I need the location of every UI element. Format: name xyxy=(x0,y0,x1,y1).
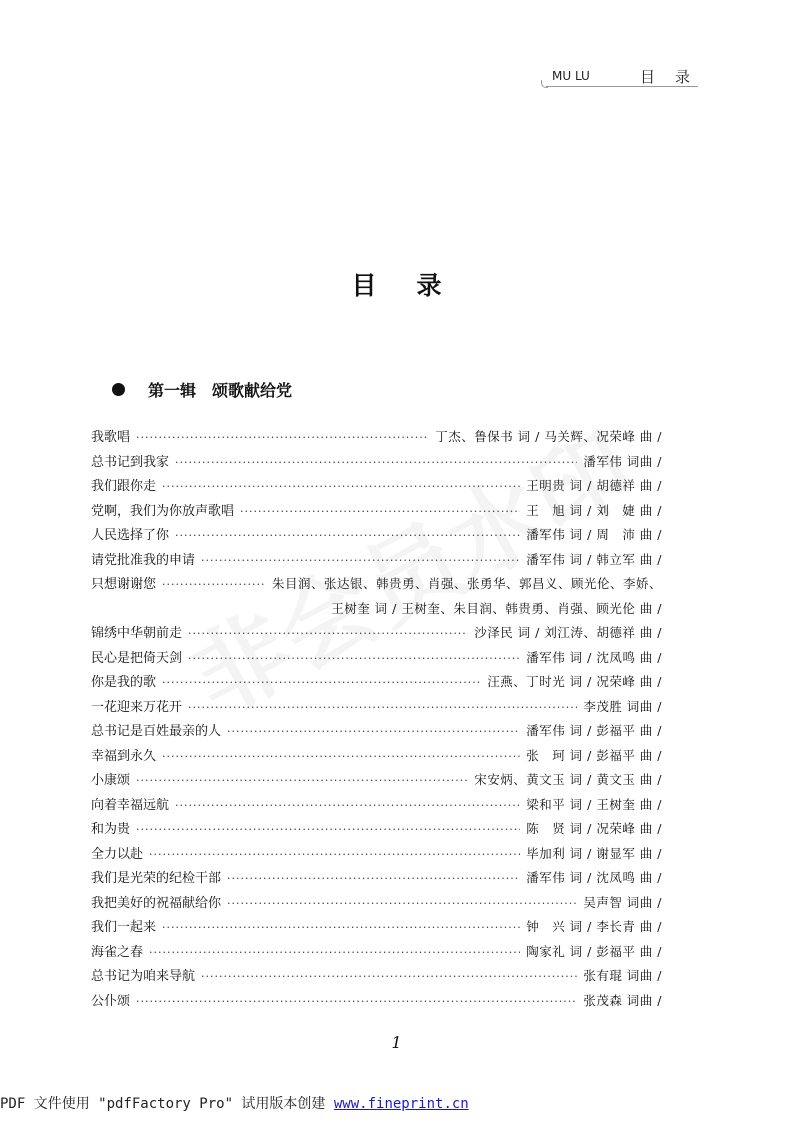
toc-entry[interactable] xyxy=(91,670,662,695)
dot-leader xyxy=(175,794,520,819)
toc-entry[interactable] xyxy=(91,817,662,842)
toc-entry[interactable] xyxy=(91,548,662,573)
toc-entry-title: 和为贵 xyxy=(91,822,131,837)
toc-entry-credit: 潘军伟 词 / 彭福平 曲 / xyxy=(526,723,662,738)
toc-entry-title: 人民选择了你 xyxy=(91,528,170,543)
toc-entry-credit: 沙泽民 词 / 刘江涛、胡德祥 曲 / xyxy=(474,625,662,640)
toc-entry-credit: 张茂森 词曲 / xyxy=(583,992,662,1008)
toc-entry-credit: 宋安炳、黄文玉 词 / 黄文玉 曲 / xyxy=(474,772,662,787)
toc-entry-title: 我歌唱 xyxy=(91,430,131,445)
toc-entry-title: 我把美好的祝福献给你 xyxy=(91,895,222,911)
dot-leader xyxy=(162,745,520,770)
dot-leader xyxy=(149,941,520,966)
toc-entry-title: 海雀之春 xyxy=(91,944,144,960)
toc-entry-credit: 毕加利 词 / 谢显军 曲 / xyxy=(526,845,662,861)
footer-link[interactable]: www.fineprint.cn xyxy=(333,1096,469,1112)
toc-entry-credit: 潘军伟 词 / 韩立军 曲 / xyxy=(526,551,662,567)
toc-entry-credit: 钟 兴 词 / 李长青 曲 / xyxy=(526,919,662,934)
toc-entry[interactable] xyxy=(91,842,662,867)
dot-leader xyxy=(188,622,468,647)
toc-entry[interactable] xyxy=(91,425,662,450)
toc-entry[interactable] xyxy=(91,450,662,475)
toc-entry-credit: 潘军伟 词 / 沈凤鸣 曲 / xyxy=(526,870,662,885)
page-number: 1 xyxy=(391,1033,402,1052)
dot-leader xyxy=(175,524,520,549)
dot-leader xyxy=(162,475,520,500)
toc-entry[interactable] xyxy=(91,866,662,891)
toc-entry-credit: 陈 贤 词 / 况荣峰 曲 / xyxy=(526,821,662,836)
dot-leader xyxy=(162,573,266,598)
toc-entry-credit: 李茂胜 词曲 / xyxy=(583,698,662,714)
toc-entry-title: 请党批准我的申请 xyxy=(91,552,196,568)
toc-entry-title: 全力以赴 xyxy=(91,846,144,862)
dot-leader xyxy=(227,720,520,745)
toc-entry-credit: 汪燕、丁时光 词 / 况荣峰 曲 / xyxy=(487,674,662,689)
dot-leader xyxy=(175,451,577,476)
dot-leader xyxy=(201,549,520,574)
toc-entry-title: 总书记是百姓最亲的人 xyxy=(91,724,222,739)
bullet-icon xyxy=(112,383,125,396)
toc-entry-credit: 吴声智 词曲 / xyxy=(583,894,662,910)
toc-entry-credit: 张有琨 词曲 / xyxy=(583,968,662,983)
toc-entry[interactable] xyxy=(91,646,662,671)
toc-entry-title: 民心是把倚天剑 xyxy=(91,650,183,666)
toc-entry[interactable] xyxy=(91,793,662,818)
toc-entry[interactable] xyxy=(91,499,662,524)
dot-leader xyxy=(149,843,520,868)
toc-entry-title: 幸福到永久 xyxy=(91,748,157,764)
toc-entry[interactable] xyxy=(91,474,662,499)
toc-entry[interactable] xyxy=(91,523,662,548)
header-title: 目录 xyxy=(640,68,711,86)
dot-leader xyxy=(188,696,577,721)
toc-entry-title: 公仆颂 xyxy=(91,993,131,1009)
toc-entry-title: 你是我的歌 xyxy=(91,675,157,690)
toc-entry-credit: 王明贵 词 / 胡德祥 曲 / xyxy=(526,478,662,493)
toc-entry-title: 党啊，我们为你放声歌唱 xyxy=(91,503,235,519)
toc-entry[interactable] xyxy=(91,744,662,769)
toc-entry-title: 小康颂 xyxy=(91,773,131,788)
header-rule xyxy=(546,86,698,87)
toc-entry-credit: 丁杰、鲁保书 词 / 马关辉、况荣峰 曲 / xyxy=(435,429,662,444)
pdf-footer xyxy=(0,1093,469,1113)
dot-leader xyxy=(136,990,577,1015)
toc-entry-title: 锦绣中华朝前走 xyxy=(91,626,183,641)
dot-leader xyxy=(227,867,520,892)
toc-entry-title: 只想谢谢您 xyxy=(91,577,157,592)
header-label: MU LU xyxy=(552,69,590,83)
toc-entry[interactable] xyxy=(91,891,662,916)
page-title-text: 目录 xyxy=(351,271,482,300)
table-of-contents xyxy=(91,425,662,1013)
toc-entry[interactable] xyxy=(91,621,662,646)
toc-entry-title: 总书记为咱来导航 xyxy=(91,969,196,984)
dot-leader xyxy=(240,500,520,525)
dot-leader xyxy=(201,965,577,990)
dot-leader xyxy=(227,892,577,917)
toc-entry-credit: 张 珂 词 / 彭福平 曲 / xyxy=(526,747,662,763)
toc-entry-title: 我们跟你走 xyxy=(91,479,157,494)
dot-leader xyxy=(162,671,481,696)
toc-entry[interactable] xyxy=(91,719,662,744)
toc-entry-credit: 潘军伟 词 / 沈凤鸣 曲 / xyxy=(526,649,662,665)
toc-entry[interactable] xyxy=(91,695,662,720)
toc-entry[interactable] xyxy=(91,964,662,989)
toc-entry[interactable] xyxy=(91,989,662,1014)
toc-entry-credit: 梁和平 词 / 王树奎 曲 / xyxy=(526,796,662,812)
toc-entry[interactable] xyxy=(91,768,662,793)
dot-leader xyxy=(136,769,468,794)
toc-entry-credit: 王 旭 词 / 刘 婕 曲 / xyxy=(526,502,662,518)
dot-leader xyxy=(136,426,429,451)
toc-entry-credit-continuation: 王树奎 词 / 王树奎、朱目润、韩贵勇、肖强、顾光伦 曲 / xyxy=(331,600,662,616)
dot-leader xyxy=(136,818,520,843)
toc-entry-credit: 潘军伟 词曲 / xyxy=(583,453,662,469)
dot-leader xyxy=(188,647,520,672)
toc-entry-title: 总书记到我家 xyxy=(91,454,170,470)
section-heading-text: 第一辑 颂歌献给党 xyxy=(148,381,293,400)
toc-entry[interactable] xyxy=(91,572,662,597)
toc-entry[interactable] xyxy=(91,915,662,940)
toc-entry-credit: 陶家礼 词 / 彭福平 曲 / xyxy=(526,943,662,959)
footer-text: PDF 文件使用 "pdfFactory Pro" 试用版本创建 xyxy=(0,1096,334,1112)
toc-entry-title: 向着幸福远航 xyxy=(91,797,170,813)
toc-entry-title: 我们一起来 xyxy=(91,920,157,935)
toc-entry-credit: 朱目润、张达银、韩贵勇、肖强、张勇华、郭昌义、顾光伦、李娇、 xyxy=(271,576,662,591)
toc-entry[interactable] xyxy=(91,940,662,965)
toc-entry-title: 一花迎来万花开 xyxy=(91,699,183,715)
toc-entry-credit: 潘军伟 词 / 周 沛 曲 / xyxy=(526,527,662,542)
toc-entry-title: 我们是光荣的纪检干部 xyxy=(91,871,222,886)
dot-leader xyxy=(162,916,520,941)
page-title xyxy=(0,266,793,302)
section-heading xyxy=(112,378,292,401)
